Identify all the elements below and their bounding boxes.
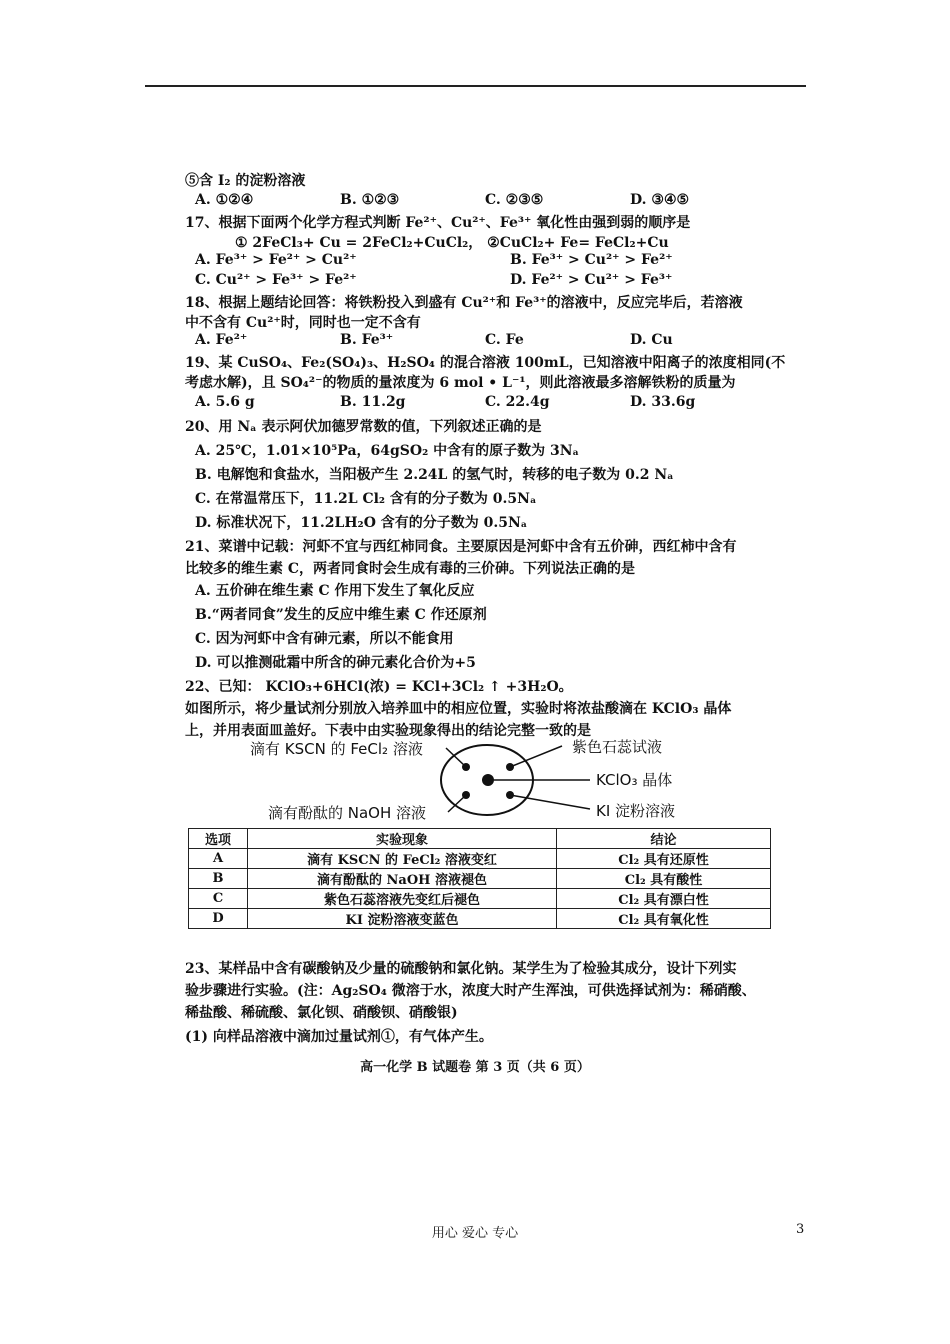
well-center xyxy=(482,774,494,786)
table-row xyxy=(189,849,771,869)
q20-option-a: A. 25℃，1.01×10⁵Pa，64gSO₂ 中含有的原子数为 3Nₐ xyxy=(195,443,580,459)
q21-option-a: A. 五价砷在维生素 C 作用下发生了氧化反应 xyxy=(195,583,475,599)
header-phenomenon: 实验现象 xyxy=(248,829,557,849)
page-footer-motto: 用心 爱心 专心 xyxy=(431,1226,519,1241)
row-b-phenomenon: 滴有酚酞的 NaOH 溶液褪色 xyxy=(248,869,557,889)
q17-options-row2 xyxy=(195,272,672,288)
q17-stem: 17、根据下面两个化学方程式判断 Fe²⁺、Cu²⁺、Fe³⁺ 氧化性由强到弱的顺序是 xyxy=(185,215,691,231)
q16-option-d: D. ③④⑤ xyxy=(630,192,690,208)
header-rule xyxy=(145,85,806,87)
q19-option-d: D. 33.6g xyxy=(630,394,696,410)
label-kscn-fecl2: 滴有 KSCN 的 FeCl₂ 溶液 xyxy=(250,740,423,758)
label-naoh-phenolphthalein: 滴有酚酞的 NaOH 溶液 xyxy=(268,804,427,822)
row-c-option: C xyxy=(189,889,248,909)
q19-option-b: B. 11.2g xyxy=(340,394,406,410)
q19-stem-1: 19、某 CuSO₄、Fe₂(SO₄)₃、H₂SO₄ 的混合溶液 100mL，已知溶液中阳离子的浓度相同(不 xyxy=(185,355,786,371)
q22-stem-1: 如图所示，将少量试剂分别放入培养皿中的相应位置，实验时将浓盐酸滴在 KClO₃ 晶体 xyxy=(185,701,732,717)
q17-option-c: C. Cu²⁺ > Fe³⁺ > Fe²⁺ xyxy=(195,272,357,288)
q21-option-d: D. 可以推测砒霜中所含的砷元素化合价为+5 xyxy=(195,655,476,671)
row-b-option: B xyxy=(189,869,248,889)
q22-stem-0: 22、已知： KClO₃+6HCl(浓) = KCl+3Cl₂ ↑ +3H₂O。 xyxy=(185,679,573,695)
row-c-phenomenon: 紫色石蕊溶液先变红后褪色 xyxy=(248,889,557,909)
table-row xyxy=(189,869,771,889)
q21-option-b: B.“两者同食”发生的反应中维生素 C 作还原剂 xyxy=(195,607,487,623)
row-b-conclusion: Cl₂ 具有酸性 xyxy=(557,869,771,889)
row-a-phenomenon: 滴有 KSCN 的 FeCl₂ 溶液变红 xyxy=(248,849,557,869)
petri-dish-svg xyxy=(0,724,950,834)
q20-stem: 20、用 Nₐ 表示阿伏加德罗常数的值，下列叙述正确的是 xyxy=(185,419,542,435)
q16-option-b: B. ①②③ xyxy=(340,192,400,208)
q17-option-b: B. Fe³⁺ > Cu²⁺ > Fe²⁺ xyxy=(510,252,673,268)
q18-stem-1: 18、根据上题结论回答：将铁粉投入到盛有 Cu²⁺和 Fe³⁺的溶液中，反应完毕后，若溶液 xyxy=(185,295,743,311)
q20-option-d: D. 标准状况下，11.2LH₂O 含有的分子数为 0.5Nₐ xyxy=(195,515,528,531)
q23-stem-3: 稀盐酸、稀硫酸、氯化钡、硝酸钡、硝酸银) xyxy=(185,1005,458,1021)
q22-stem-2: 上，并用表面皿盖好。下表中由实验现象得出的结论完整一致的是 xyxy=(185,723,591,739)
label-litmus: 紫色石蕊试液 xyxy=(572,738,663,756)
q18-options xyxy=(195,332,673,348)
q20-option-b: B. 电解饱和食盐水，当阳极产生 2.24L 的氢气时，转移的电子数为 0.2 Nₐ xyxy=(195,467,674,483)
q17-option-d: D. Fe²⁺ > Cu²⁺ > Fe³⁺ xyxy=(510,272,673,288)
row-c-conclusion: Cl₂ 具有漂白性 xyxy=(557,889,771,909)
q16-option-a: A. ①②④ xyxy=(195,192,254,208)
q17-options-row1 xyxy=(195,252,673,268)
pointer-top-right xyxy=(510,746,562,767)
q23-stem-1: 23、某样品中含有碳酸钠及少量的硫酸钠和氯化钠。某学生为了检验其成分，设计下列实 xyxy=(185,961,737,977)
row-d-phenomenon: KI 淀粉溶液变蓝色 xyxy=(248,909,557,929)
header-conclusion: 结论 xyxy=(557,829,771,849)
exam-footer: 高一化学 B 试题卷 第 3 页（共 6 页） xyxy=(360,1060,590,1075)
q20-option-c: C. 在常温常压下，11.2L Cl₂ 含有的分子数为 0.5Nₐ xyxy=(195,491,537,507)
petri-dish-diagram xyxy=(0,724,950,834)
q18-option-a: A. Fe²⁺ xyxy=(195,332,248,348)
q19-stem-2: 考虑水解)，且 SO₄²⁻的物质的量浓度为 6 mol • L⁻¹，则此溶液最多溶解铁粉的质量为 xyxy=(185,375,736,391)
q17-equations: ① 2FeCl₃+ Cu = 2FeCl₂+CuCl₂， ②CuCl₂+ Fe= FeCl₂+Cu xyxy=(235,235,669,251)
q18-option-c: C. Fe xyxy=(485,332,524,348)
q18-option-d: D. Cu xyxy=(630,332,673,348)
label-ki-starch: KI 淀粉溶液 xyxy=(596,802,676,820)
q16-options xyxy=(195,192,689,208)
q23-step-1: (1) 向样品溶液中滴加过量试剂①，有气体产生。 xyxy=(185,1029,493,1045)
page-number: 3 xyxy=(796,1222,805,1237)
q19-option-a: A. 5.6 g xyxy=(195,394,255,410)
row-a-option: A xyxy=(189,849,248,869)
q23-stem-2: 验步骤进行实验。(注：Ag₂SO₄ 微溶于水，浓度大时产生浑浊，可供选择试剂为：稀硝酸、 xyxy=(185,983,756,999)
header-option: 选项 xyxy=(189,829,248,849)
table-header-row xyxy=(189,829,771,849)
q21-option-c: C. 因为河虾中含有砷元素，所以不能食用 xyxy=(195,631,454,647)
row-d-option: D xyxy=(189,909,248,929)
q17-option-a: A. Fe³⁺ > Fe²⁺ > Cu²⁺ xyxy=(195,252,357,268)
q22-table xyxy=(188,828,771,929)
table-row xyxy=(189,909,771,929)
q21-stem-1: 21、菜谱中记载：河虾不宜与西红柿同食。主要原因是河虾中含有五价砷，西红柿中含有 xyxy=(185,539,737,555)
table-row xyxy=(189,889,771,909)
q18-stem-2: 中不含有 Cu²⁺时，同时也一定不含有 xyxy=(185,315,421,331)
row-d-conclusion: Cl₂ 具有氧化性 xyxy=(557,909,771,929)
label-kclo3: KClO₃ 晶体 xyxy=(596,771,673,789)
q19-options xyxy=(195,394,695,410)
q18-option-b: B. Fe³⁺ xyxy=(340,332,394,348)
q16-option-c: C. ②③⑤ xyxy=(485,192,544,208)
row-a-conclusion: Cl₂ 具有还原性 xyxy=(557,849,771,869)
q19-option-c: C. 22.4g xyxy=(485,394,550,410)
q16-item5: ⑤含 I₂ 的淀粉溶液 xyxy=(185,173,306,189)
q21-stem-2: 比较多的维生素 C，两者同食时会生成有毒的三价砷。下列说法正确的是 xyxy=(185,561,636,577)
